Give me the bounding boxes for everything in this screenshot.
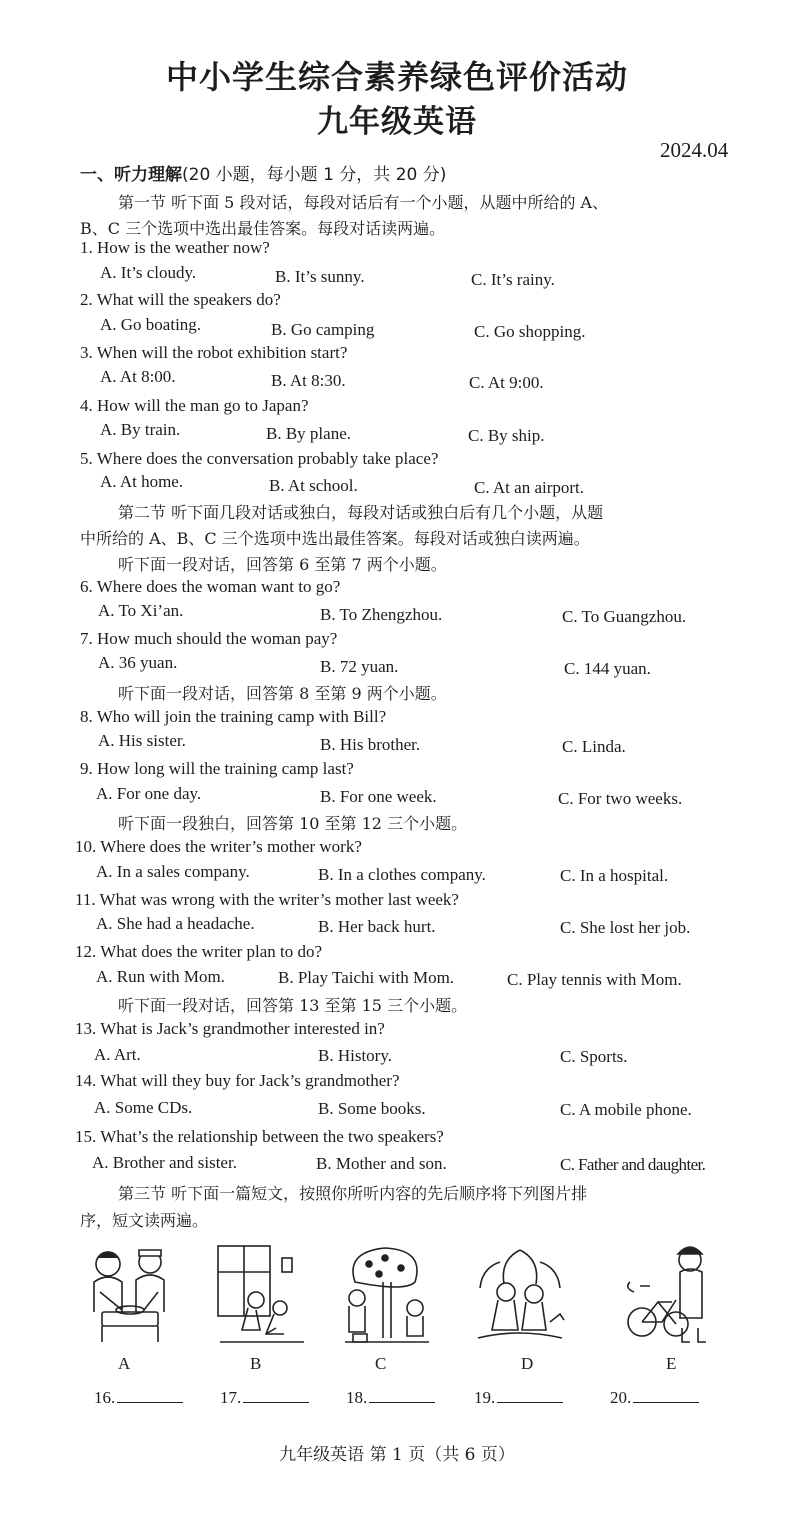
answer-blank-20[interactable] [610, 1388, 699, 1408]
blank-number: 20. [610, 1388, 632, 1407]
picture-label-d: D [521, 1354, 534, 1373]
option-b: B. It’s sunny. [275, 267, 365, 286]
option-a: A. To Xi’an. [98, 601, 184, 620]
blank-number: 16. [94, 1388, 116, 1407]
question: 13. What is Jack’s grandmother interested in? [75, 1019, 385, 1038]
question: 5. Where does the conversation probably take place? [80, 449, 439, 468]
option-c: C. By ship. [468, 426, 545, 445]
option-a: A. At 8:00. [100, 367, 176, 386]
group-instruction: 听下面一段独白，回答第 10 至第 12 三个小题。 [118, 814, 468, 833]
part3-instruction: 第三节 听下面一篇短文，按照你所听内容的先后顺序将下列图片排 [118, 1184, 588, 1203]
picture-b-planting [210, 1242, 310, 1350]
question: 11. What was wrong with the writer’s mother last week? [75, 890, 459, 909]
option-a: A. She had a headache. [96, 914, 255, 933]
option-b: B. 72 yuan. [320, 657, 399, 676]
part1-instruction: B、C 三个选项中选出最佳答案。每段对话读两遍。 [80, 219, 446, 238]
option-b: B. By plane. [266, 424, 351, 443]
option-b: B. His brother. [320, 735, 421, 754]
answer-blank-17[interactable] [220, 1388, 309, 1408]
option-c: C. Linda. [562, 737, 626, 756]
section-note: (20 小题，每小题 1 分，共 20 分) [182, 165, 447, 185]
page-footer: 九年级英语 第 1 页（共 6 页） [279, 1445, 515, 1465]
option-c: C. At an airport. [474, 478, 585, 497]
option-a: A. Brother and sister. [92, 1153, 237, 1172]
option-c: C. A mobile phone. [560, 1100, 692, 1119]
group-instruction: 听下面一段对话，回答第 13 至第 15 三个小题。 [118, 996, 468, 1015]
option-c: C. Father and daughter. [560, 1155, 706, 1174]
option-c: C. 144 yuan. [564, 659, 651, 678]
option-b: B. For one week. [320, 787, 437, 806]
picture-a-cooking [80, 1242, 180, 1350]
option-c: C. It’s rainy. [471, 270, 555, 289]
exam-subtitle: 九年级英语 [317, 104, 477, 140]
answer-blank-19[interactable] [474, 1388, 563, 1408]
blank-number: 17. [220, 1388, 242, 1407]
question: 4. How will the man go to Japan? [80, 396, 309, 415]
picture-label-a: A [118, 1354, 131, 1373]
option-a: A. Run with Mom. [96, 967, 225, 986]
part2-instruction: 第二节 听下面几段对话或独白，每段对话或独白后有几个小题，从题 [118, 503, 604, 522]
option-c: C. Play tennis with Mom. [507, 970, 682, 989]
option-a: A. For one day. [96, 784, 202, 803]
part1-instruction: 第一节 听下面 5 段对话，每段对话后有一个小题，从题中所给的 A、 [118, 193, 609, 212]
question: 7. How much should the woman pay? [80, 629, 338, 648]
part2-instruction: 中所给的 A、B、C 三个选项中选出最佳答案。每段对话或独白读两遍。 [80, 529, 590, 548]
blank-number: 18. [346, 1388, 368, 1407]
option-b: B. At 8:30. [271, 371, 346, 390]
section-title: 一、听力理解 [80, 165, 182, 185]
group-instruction: 听下面一段对话，回答第 8 至第 9 两个小题。 [118, 684, 447, 703]
question: 15. What’s the relationship between the two speakers? [75, 1127, 444, 1146]
option-c: C. She lost her job. [560, 918, 691, 937]
option-b: B. History. [318, 1046, 392, 1065]
question: 2. What will the speakers do? [80, 290, 281, 309]
exam-date: 2024.04 [660, 138, 729, 162]
option-a: A. It’s cloudy. [100, 263, 197, 282]
question: 9. How long will the training camp last? [80, 759, 354, 778]
option-a: A. 36 yuan. [98, 653, 178, 672]
option-a: A. Art. [94, 1045, 141, 1064]
option-a: A. Go boating. [100, 315, 202, 334]
exam-title: 中小学生综合素养绿色评价活动 [165, 58, 628, 96]
picture-d-watering [470, 1242, 570, 1350]
question: 10. Where does the writer’s mother work? [75, 837, 362, 856]
group-instruction: 听下面一段对话，回答第 6 至第 7 两个小题。 [118, 555, 447, 574]
picture-label-e: E [666, 1354, 677, 1373]
option-c: C. For two weeks. [558, 789, 683, 808]
option-a: A. His sister. [98, 731, 186, 750]
question: 6. Where does the woman want to go? [80, 577, 341, 596]
option-c: C. To Guangzhou. [562, 607, 687, 626]
option-b: B. Play Taichi with Mom. [278, 968, 455, 987]
option-a: A. Some CDs. [94, 1098, 193, 1117]
answer-blank-18[interactable] [346, 1388, 435, 1408]
question: 14. What will they buy for Jack’s grandmother? [75, 1071, 400, 1090]
option-c: C. Sports. [560, 1047, 628, 1066]
question: 1. How is the weather now? [80, 238, 270, 257]
option-c: C. In a hospital. [560, 866, 669, 885]
option-a: A. In a sales company. [96, 862, 250, 881]
option-c: C. At 9:00. [469, 373, 544, 392]
picture-e-fixing-bicycle [620, 1242, 720, 1350]
option-b: B. Some books. [318, 1099, 426, 1118]
question: 8. Who will join the training camp with Bill? [80, 707, 387, 726]
option-b: B. Go camping [271, 320, 375, 339]
part3-instruction: 序，短文读两遍。 [80, 1211, 209, 1230]
option-b: B. To Zhengzhou. [320, 605, 443, 624]
question: 12. What does the writer plan to do? [75, 942, 323, 961]
picture-label-b: B [250, 1354, 262, 1373]
picture-c-picking-fruit [335, 1242, 435, 1350]
option-b: B. Mother and son. [316, 1154, 447, 1173]
picture-label-c: C [375, 1354, 387, 1373]
answer-blank-16[interactable] [94, 1388, 183, 1408]
option-b: B. Her back hurt. [318, 917, 436, 936]
blank-number: 19. [474, 1388, 496, 1407]
section-header [80, 160, 446, 185]
option-b: B. At school. [269, 476, 358, 495]
option-a: A. By train. [100, 420, 181, 439]
option-b: B. In a clothes company. [318, 865, 486, 884]
option-a: A. At home. [100, 472, 184, 491]
question: 3. When will the robot exhibition start? [80, 343, 348, 362]
option-c: C. Go shopping. [474, 322, 586, 341]
